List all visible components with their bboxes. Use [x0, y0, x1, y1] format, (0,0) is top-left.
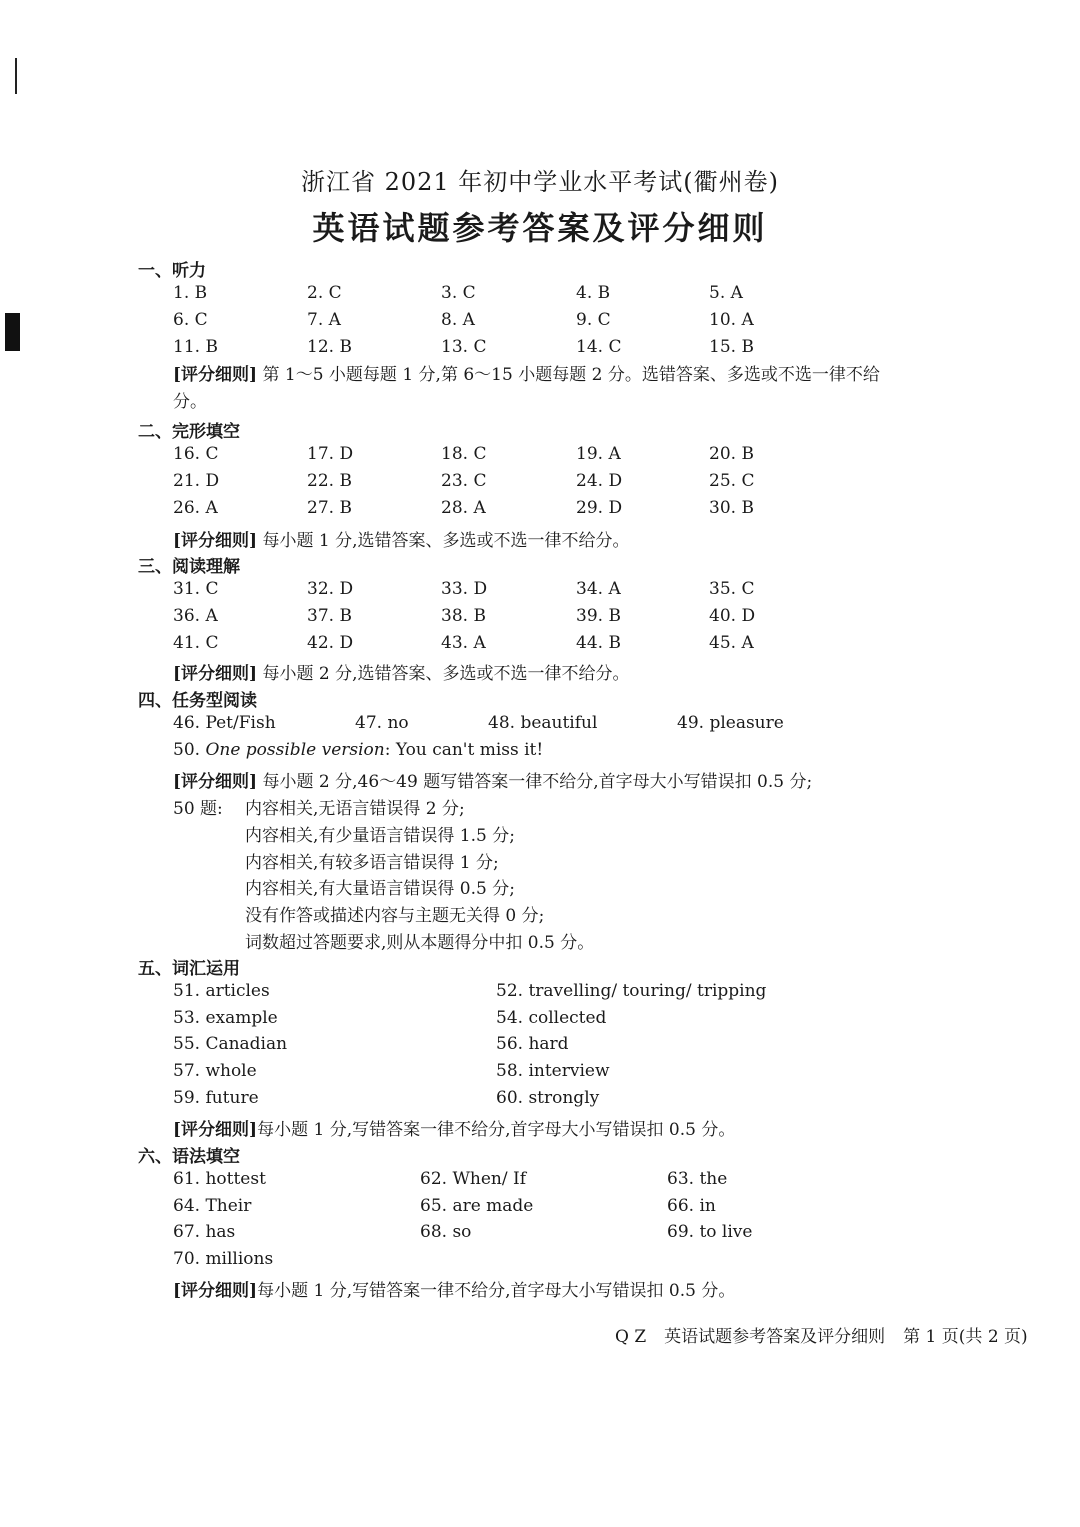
- section-title-grammar: 六、语法填空: [138, 1147, 240, 1167]
- answer-item: 60. strongly: [496, 1088, 600, 1108]
- answer-item: 49. pleasure: [677, 713, 784, 733]
- answer-item: 27. B: [307, 498, 352, 518]
- q50-rule: 内容相关,有较多语言错误得 1 分;: [245, 853, 499, 873]
- answer-item: 9. C: [576, 310, 611, 330]
- answer-item: 24. D: [576, 471, 623, 491]
- answer-item: 17. D: [307, 444, 354, 464]
- answer-item: 11. B: [173, 337, 218, 357]
- answer-item: 20. B: [709, 444, 754, 464]
- answer-item: 66. in: [667, 1196, 716, 1216]
- note-label: [评分细则]: [173, 365, 258, 385]
- answer-item: 34. A: [576, 579, 621, 599]
- answer-item: 68. so: [420, 1222, 472, 1242]
- q50-rule: 内容相关,有大量语言错误得 0.5 分;: [245, 879, 515, 899]
- answer-item: 58. interview: [496, 1061, 610, 1081]
- answer-item: 54. collected: [496, 1008, 607, 1028]
- answer-item: 37. B: [307, 606, 352, 626]
- answer-item-q50: [173, 740, 543, 760]
- answer-item: 26. A: [173, 498, 218, 518]
- scan-mark-block: [5, 313, 20, 351]
- answer-item: 39. B: [576, 606, 621, 626]
- answer-item: 65. are made: [420, 1196, 534, 1216]
- answer-item: 32. D: [307, 579, 354, 599]
- footer-page-number: 第 1 页(共 2 页): [903, 1327, 1028, 1347]
- q50-rule: 没有作答或描述内容与主题无关得 0 分;: [245, 906, 545, 926]
- scan-mark-line: [15, 58, 17, 94]
- scoring-note-cloze: [173, 526, 630, 551]
- answer-item: 62. When/ If: [420, 1169, 527, 1189]
- scoring-note-listening: [173, 362, 913, 416]
- answer-item: 40. D: [709, 606, 756, 626]
- note-text: 第 1～5 小题每题 1 分,第 6～15 小题每题 2 分。选错答案、多选或不选一律不给分。: [173, 365, 880, 412]
- answer-item: 69. to live: [667, 1222, 753, 1242]
- answer-item: 45. A: [709, 633, 754, 653]
- answer-item: 70. millions: [173, 1249, 274, 1269]
- section-title-vocabulary: 五、词汇运用: [138, 959, 240, 979]
- answer-item: 23. C: [441, 471, 487, 491]
- answer-item: 59. future: [173, 1088, 259, 1108]
- note-label: [评分细则]: [173, 772, 258, 792]
- answer-item: 64. Their: [173, 1196, 252, 1216]
- footer-code: Q Z: [615, 1327, 647, 1347]
- note-label: [评分细则]: [173, 1120, 258, 1140]
- answer-item: 56. hard: [496, 1034, 569, 1054]
- note-text: 每小题 2 分,46～49 题写错答案一律不给分,首字母大小写错误扣 0.5 分;: [257, 772, 813, 792]
- answer-item: 33. D: [441, 579, 488, 599]
- q50-rule: 内容相关,有少量语言错误得 1.5 分;: [245, 826, 515, 846]
- answer-item: 41. C: [173, 633, 219, 653]
- q50-text: : You can't miss it!: [384, 740, 544, 760]
- answer-item: 52. travelling/ touring/ tripping: [496, 981, 767, 1001]
- answer-item: 10. A: [709, 310, 754, 330]
- answer-item: 57. whole: [173, 1061, 257, 1081]
- q50-italic-label: One possible version: [205, 740, 385, 760]
- q50-rule: 词数超过答题要求,则从本题得分中扣 0.5 分。: [245, 933, 595, 953]
- answer-item: 51. articles: [173, 981, 270, 1001]
- note-label: [评分细则]: [173, 531, 258, 551]
- answer-item: 47. no: [355, 713, 409, 733]
- note-text: 每小题 1 分,写错答案一律不给分,首字母大小写错误扣 0.5 分。: [257, 1281, 736, 1301]
- answer-item: 12. B: [307, 337, 352, 357]
- answer-item: 46. Pet/Fish: [173, 713, 276, 733]
- scoring-note-grammar: [173, 1276, 735, 1301]
- answer-item: 35. C: [709, 579, 755, 599]
- answer-item: 13. C: [441, 337, 487, 357]
- answer-item: 6. C: [173, 310, 208, 330]
- answer-item: 61. hottest: [173, 1169, 266, 1189]
- answer-item: 7. A: [307, 310, 341, 330]
- note-text: 每小题 2 分,选错答案、多选或不选一律不给分。: [257, 664, 630, 684]
- answer-item: 29. D: [576, 498, 623, 518]
- page-footer: [615, 1322, 1028, 1347]
- answer-item: 67. has: [173, 1222, 236, 1242]
- document-title-line1: 浙江省 2021 年初中学业水平考试(衢州卷): [300, 168, 780, 196]
- answer-item: 28. A: [441, 498, 486, 518]
- q50-number: 50.: [173, 740, 206, 760]
- answer-item: 48. beautiful: [488, 713, 598, 733]
- answer-item: 5. A: [709, 283, 743, 303]
- section-title-cloze: 二、完形填空: [138, 422, 240, 442]
- scoring-note-task-reading: [173, 767, 812, 792]
- answer-item: 16. C: [173, 444, 219, 464]
- answer-item: 8. A: [441, 310, 475, 330]
- document-title-line2: 英语试题参考答案及评分细则: [312, 209, 768, 247]
- note-label: [评分细则]: [173, 1281, 258, 1301]
- answer-item: 1. B: [173, 283, 208, 303]
- q50-rule: 内容相关,无语言错误得 2 分;: [245, 799, 465, 819]
- answer-item: 19. A: [576, 444, 621, 464]
- answer-item: 22. B: [307, 471, 352, 491]
- footer-title: 英语试题参考答案及评分细则: [664, 1327, 886, 1347]
- answer-item: 3. C: [441, 283, 476, 303]
- answer-item: 15. B: [709, 337, 754, 357]
- answer-item: 44. B: [576, 633, 621, 653]
- section-title-listening: 一、听力: [138, 261, 206, 281]
- note-text: 每小题 1 分,写错答案一律不给分,首字母大小写错误扣 0.5 分。: [257, 1120, 736, 1140]
- answer-item: 18. C: [441, 444, 487, 464]
- answer-item: 53. example: [173, 1008, 278, 1028]
- scoring-note-vocabulary: [173, 1115, 735, 1140]
- answer-item: 4. B: [576, 283, 611, 303]
- q50-rule-label: 50 题:: [173, 799, 223, 819]
- answer-item: 55. Canadian: [173, 1034, 288, 1054]
- scoring-note-reading: [173, 659, 630, 684]
- answer-item: 31. C: [173, 579, 219, 599]
- answer-item: 21. D: [173, 471, 220, 491]
- answer-item: 2. C: [307, 283, 342, 303]
- answer-item: 36. A: [173, 606, 218, 626]
- section-title-reading: 三、阅读理解: [138, 557, 240, 577]
- note-label: [评分细则]: [173, 664, 258, 684]
- answer-item: 42. D: [307, 633, 354, 653]
- answer-item: 43. A: [441, 633, 486, 653]
- answer-item: 63. the: [667, 1169, 728, 1189]
- answer-item: 38. B: [441, 606, 486, 626]
- section-title-task-reading: 四、任务型阅读: [138, 691, 257, 711]
- answer-item: 14. C: [576, 337, 622, 357]
- answer-item: 30. B: [709, 498, 754, 518]
- answer-item: 25. C: [709, 471, 755, 491]
- note-text: 每小题 1 分,选错答案、多选或不选一律不给分。: [257, 531, 630, 551]
